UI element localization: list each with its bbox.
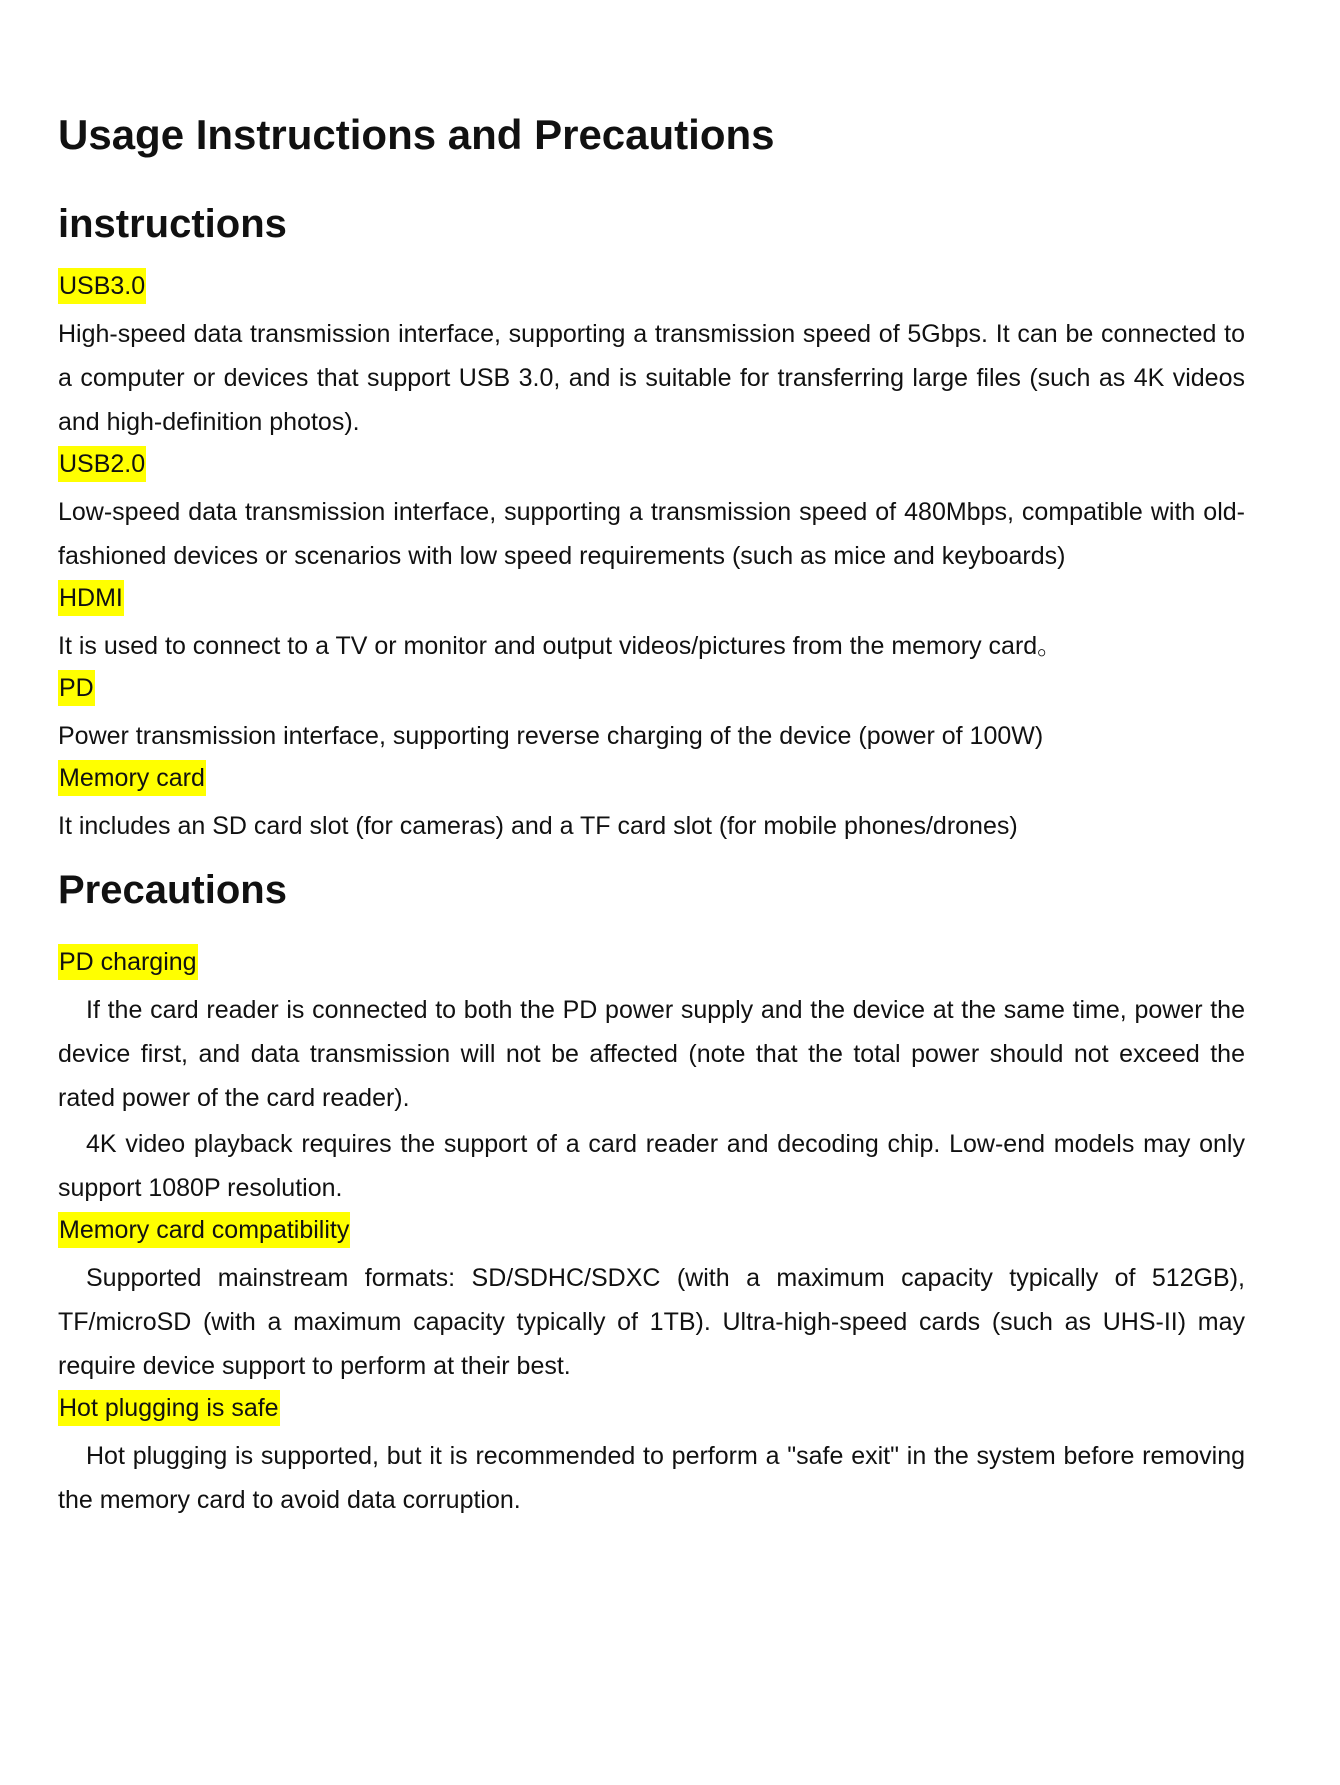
item-text-hdmi: It is used to connect to a TV or monitor and output videos/pictures from the memory card。: [58, 632, 1063, 661]
item-text-hot-plugging: Hot plugging is supported, but it is recommended to perform a "safe exit" in the system before removing the memory card to avoid data corruption.: [58, 1442, 1245, 1515]
precautions-heading: Precautions: [58, 868, 287, 913]
item-text-usb2: Low-speed data transmission interface, supporting a transmission speed of 480Mbps, compatible with old-fashioned devices or scenarios with low speed requirements (such as mice and keyboards): [58, 498, 1245, 571]
item-text-usb3: High-speed data transmission interface, supporting a transmission speed of 5Gbps. It can be connected to a computer or devices that support USB 3.0, and is suitable for transferring large files (such as 4K videos and high-definition photos).: [58, 320, 1245, 437]
instructions-section: [58, 268, 1245, 848]
item-label-memory-card: [58, 760, 1245, 796]
highlighted-label: PD: [58, 670, 95, 706]
instructions-heading: instructions: [58, 202, 287, 247]
item-text-pd: Power transmission interface, supporting reverse charging of the device (power of 100W): [58, 722, 1044, 751]
item-label-pd: [58, 670, 1245, 706]
item-text-compatibility: Supported mainstream formats: SD/SDHC/SDXC (with a maximum capacity typically of 512GB), TF/microSD (with a maximum capacity typically of 1TB). Ultra-high-speed cards (such as UHS-II) may require device support to perform at their best.: [58, 1264, 1245, 1381]
item-text-pd-charging-1: If the card reader is connected to both the PD power supply and the device at the same time, power the device first, and data transmission will not be affected (note that the total power should not exceed the rated power of the card reader).: [58, 996, 1245, 1113]
page-title: Usage Instructions and Precautions: [58, 111, 775, 158]
highlighted-label: Memory card compatibility: [58, 1212, 350, 1248]
highlighted-label: Memory card: [58, 760, 206, 796]
item-label-hdmi: [58, 580, 1245, 616]
precautions-section: [58, 944, 1245, 1522]
item-label-hot-plugging: [58, 1390, 1245, 1426]
highlighted-label: PD charging: [58, 944, 198, 980]
item-text-pd-charging-2: 4K video playback requires the support of a card reader and decoding chip. Low-end models may only support 1080P resolution.: [58, 1130, 1245, 1203]
highlighted-label: USB2.0: [58, 446, 146, 482]
item-label-pd-charging: [58, 944, 1245, 980]
highlighted-label: HDMI: [58, 580, 124, 616]
highlighted-label: USB3.0: [58, 268, 146, 304]
item-label-compatibility: [58, 1212, 1245, 1248]
highlighted-label: Hot plugging is safe: [58, 1390, 280, 1426]
item-text-memory-card: It includes an SD card slot (for cameras) and a TF card slot (for mobile phones/drones): [58, 812, 1018, 841]
item-label-usb2: [58, 446, 1245, 482]
item-label-usb3: [58, 268, 1245, 304]
